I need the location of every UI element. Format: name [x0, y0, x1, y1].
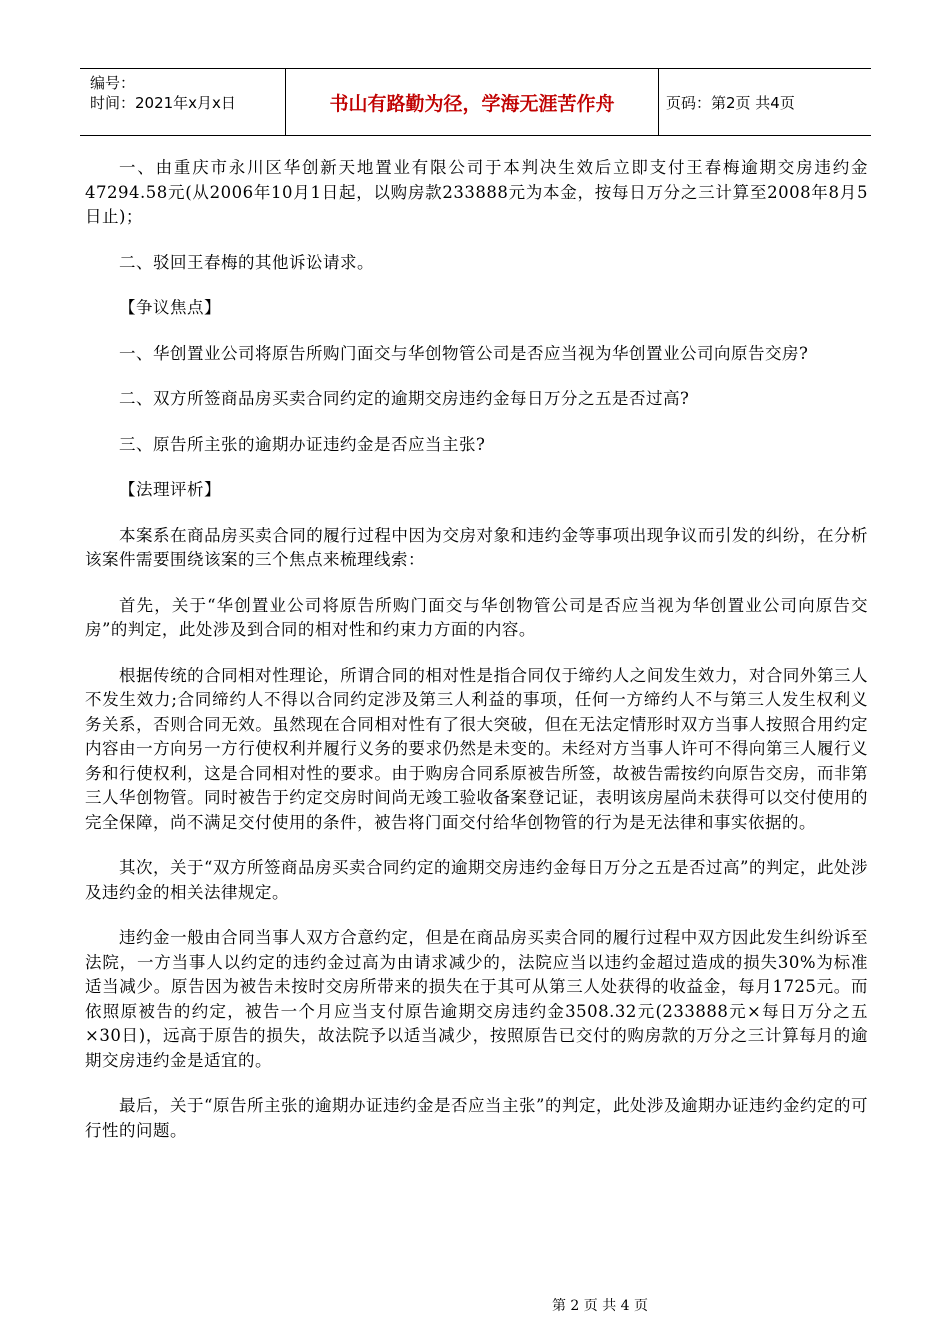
- paragraph: 三、原告所主张的逾期办证违约金是否应当主张?: [119, 434, 486, 454]
- paragraph: 二、双方所签商品房买卖合同约定的逾期交房违约金每日万分之五是否过高?: [119, 389, 690, 408]
- paragraph: 二、驳回王春梅的其他诉讼请求。: [119, 252, 374, 272]
- paragraph: 最后，关于“原告所主张的逾期办证违约金是否应当主张”的判定，此处涉及逾期办证违约金约定的可行性的问题。: [85, 1096, 868, 1140]
- footer-page-number: 第 2 页 共 4 页: [551, 1298, 649, 1314]
- document-body: [85, 156, 868, 1164]
- paragraph: 一、由重庆市永川区华创新天地置业有限公司于本判决生效后立即支付王春梅逾期交房违约金47294.58元(从2006年10月1日起，以购房款233888元为本金，按每日万分之三计算至2008年8月5日止)；: [85, 158, 868, 226]
- paragraph: 一、华创置业公司将原告所购门面交与华创物管公司是否应当视为华创置业公司向原告交房?: [119, 343, 809, 363]
- document-time-label: 时间：2021年x月x日: [90, 94, 236, 112]
- header-motto: 书山有路勤为径，学海无涯苦作舟: [285, 69, 659, 135]
- paragraph: 首先，关于“华创置业公司将原告所购门面交与华创物管公司是否应当视为华创置业公司向原告交房”的判定，此处涉及到合同的相对性和约束力方面的内容。: [85, 595, 868, 639]
- document-number-label: 编号：: [90, 74, 136, 92]
- header-meta: [80, 69, 285, 135]
- header-page-info: 页码：第2页 共4页: [666, 93, 795, 112]
- section-heading: 【法理评析】: [119, 480, 221, 499]
- page-header: [80, 68, 871, 136]
- paragraph: 违约金一般由合同当事人双方合意约定，但是在商品房买卖合同的履行过程中双方因此发生纠纷诉至法院，一方当事人以约定的违约金过高为由请求减少的，法院应当以违约金超过造成的损失30%为标准适当减少。原告因为被告未按时交房所带来的损失在于其可从第三人处获得的收益金，每月1725元。而依照原被告的约定，被告一个月应当支付原告逾期交房违约金3508.32元(233888元×每日万分之五×30日)，远高于原告的损失，故法院予以适当减少，按照原告已交付的购房款的万分之三计算每月的逾期交房违约金是适宜的。: [85, 928, 868, 1070]
- paragraph: 本案系在商品房买卖合同的履行过程中因为交房对象和违约金等事项出现争议而引发的纠纷，在分析该案件需要围绕该案的三个焦点来梳理线索：: [85, 525, 868, 569]
- section-heading: 【争议焦点】: [119, 298, 221, 317]
- paragraph: 其次，关于“双方所签商品房买卖合同约定的逾期交房违约金每日万分之五是否过高”的判定，此处涉及违约金的相关法律规定。: [85, 858, 868, 902]
- page-footer: [0, 1295, 950, 1315]
- paragraph: 根据传统的合同相对性理论，所谓合同的相对性是指合同仅于缔约人之间发生效力，对合同外第三人不发生效力;合同缔约人不得以合同约定涉及第三人利益的事项，任何一方缔约人不与第三人发生权利义务关系，否则合同无效。虽然现在合同相对性有了很大突破，但在无法定情形时双方当事人按照合用约定内容由一方向另一方行使权利并履行义务的要求仍然是未变的。未经对方当事人许可不得向第三人履行义务和行使权利，这是合同相对性的要求。由于购房合同系原被告所签，故被告需按约向原告交房，而非第三人华创物管。同时被告于约定交房时间尚无竣工验收备案登记证，表明该房屋尚未获得可以交付使用的完全保障，尚不满足交付使用的条件，被告将门面交付给华创物管的行为是无法律和事实依据的。: [85, 665, 868, 832]
